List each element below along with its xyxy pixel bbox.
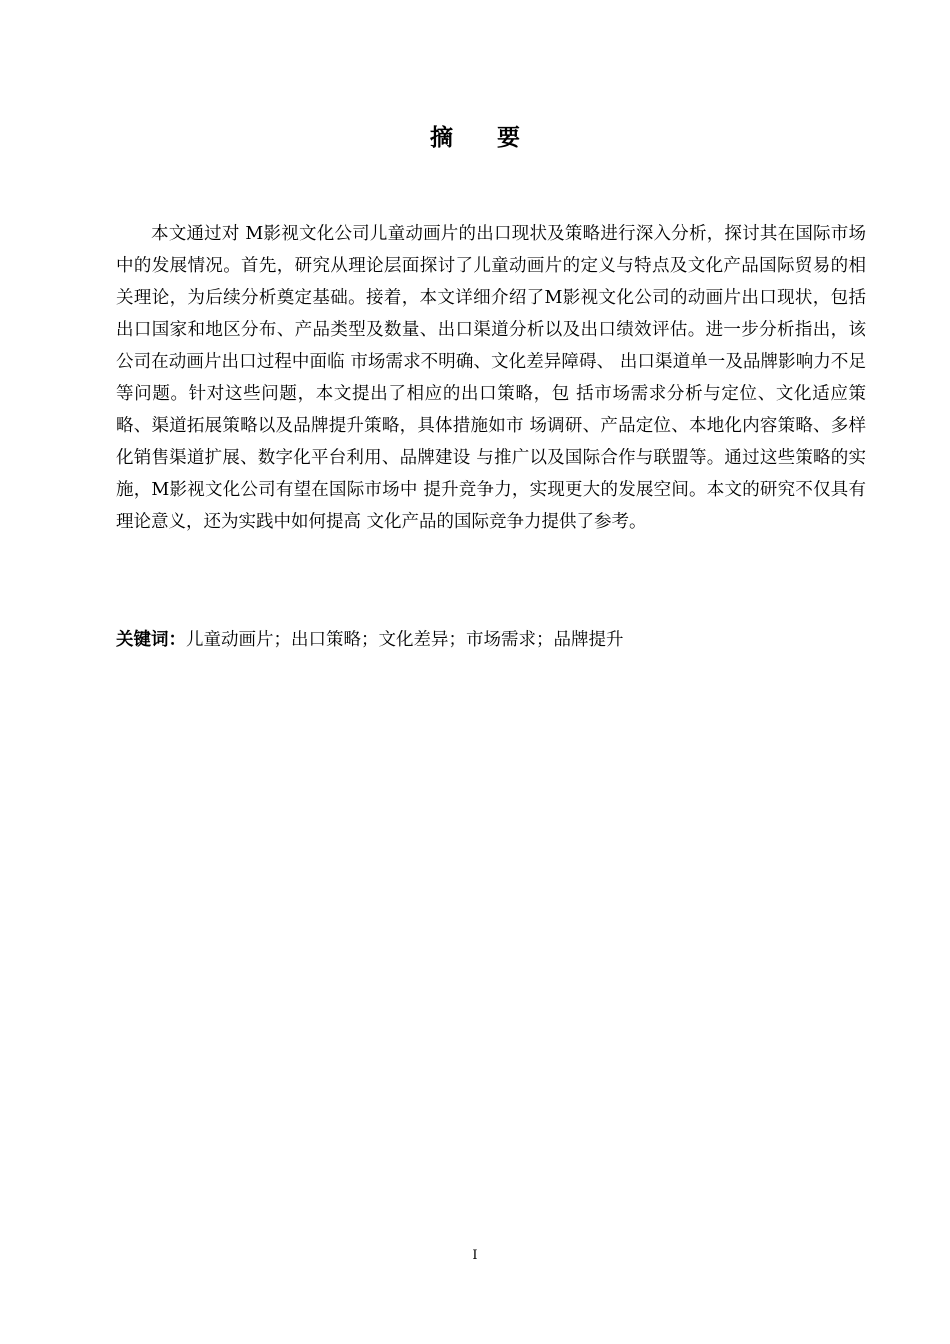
page-number: I [472,1248,478,1263]
keywords-label: 关键词： [116,630,186,650]
abstract-paragraph: 本文通过对 M影视文化公司儿童动画片的出口现状及策略进行深入分析，探讨其在国际市场中的发展情况。首先，研究从理论层面探讨了儿童动画片的定义与特点及文化产品国际贸易的相关理论，为后续分析奠定基础。接着，本文详细介绍了M影视文化公司的动画片出口现状，包括出口国家和地区分布、产品类型及数量、出口渠道分析以及出口绩效评估。进一步分析指出，该公司在动画片出口过程中面临 市场需求不明确、文化差异障碍、 出口渠道单一及品牌影响力不足等问题。针对这些问题，本文提出了相应的出口策略，包 括市场需求分析与定位、文化适应策略、渠道拓展策略以及品牌提升策略，具体措施如市 场调研、产品定位、本地化内容策略、多样化销售渠道扩展、数字化平台利用、品牌建设 与推广以及国际合作与联盟等。通过这些策略的实施，M影视文化公司有望在国际市场中 提升竞争力，实现更大的发展空间。本文的研究不仅具有理论意义，还为实践中如何提高 文化产品的国际竞争力提供了参考。 [116,224,866,532]
keywords-list: 儿童动画片；出口策略；文化差异；市场需求；品牌提升 [186,630,624,650]
keywords-line [116,624,866,656]
page-title: 摘 要 [429,125,538,151]
